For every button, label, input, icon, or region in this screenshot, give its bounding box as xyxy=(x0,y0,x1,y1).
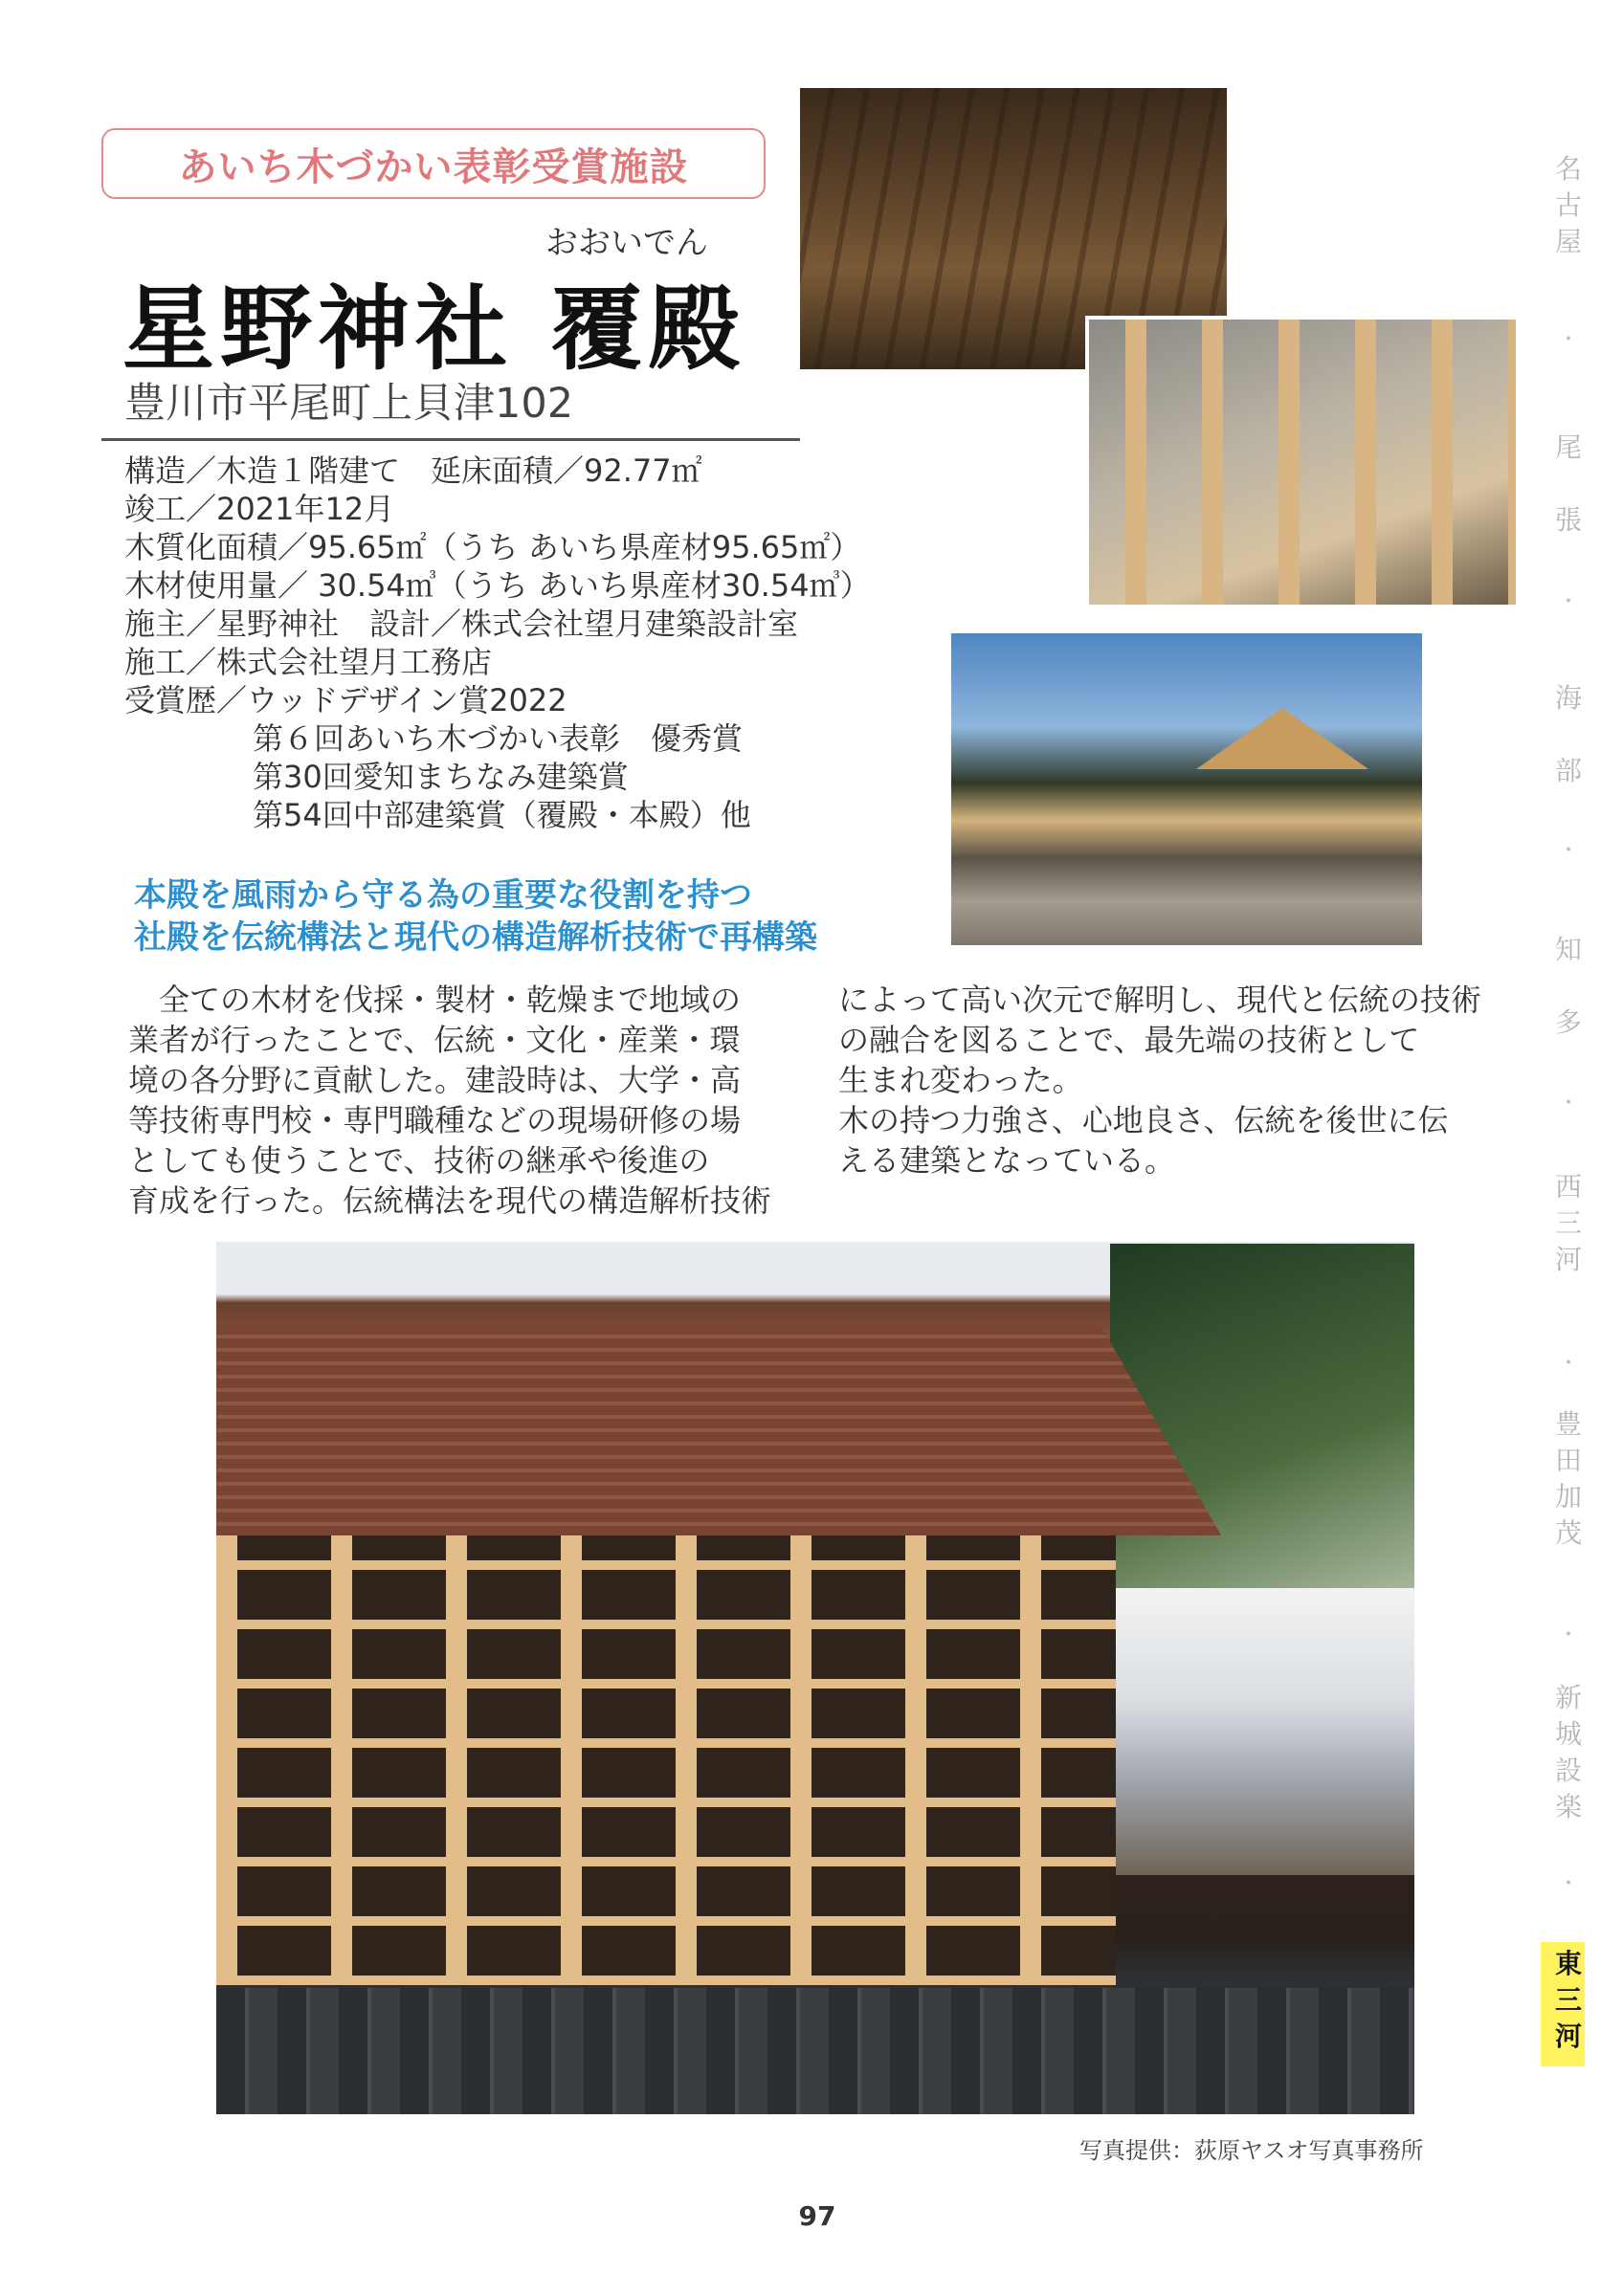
photo-shrine-exterior xyxy=(951,633,1422,945)
main-photo-roof xyxy=(216,1325,1221,1535)
title-ruby: おおいでん xyxy=(545,224,708,262)
nav-separator: ・ xyxy=(1557,328,1579,352)
lead-headline xyxy=(134,874,817,959)
nav-region-1[interactable]: 名 古 屋 xyxy=(1554,153,1582,257)
spec-list xyxy=(124,452,871,834)
body-line: としても使うことで、技術の継承や後進の xyxy=(128,1142,710,1179)
spec-owner-designer: 施主／星野神社 設計／株式会社望月建築設計室 xyxy=(124,606,799,642)
spec-wood-volume: 木材使用量／ 30.54㎥（うち あいち県産材30.54㎥） xyxy=(124,567,871,604)
nav-region-8[interactable]: 東 三 河 xyxy=(1554,1948,1582,2052)
nav-separator: ・ xyxy=(1557,839,1579,863)
address: 豊川市平尾町上貝津102 xyxy=(124,380,574,428)
nav-separator: ・ xyxy=(1557,590,1579,614)
body-line: の融合を図ることで、最先端の技術として xyxy=(838,1022,1420,1058)
spec-completion: 竣工／2021年12月 xyxy=(124,491,395,527)
photo-credit: 写真提供：荻原ヤスオ写真事務所 xyxy=(1079,2137,1424,2164)
nav-separator: ・ xyxy=(1557,1092,1579,1115)
award-label: あいち木づかい表彰受賞施設 xyxy=(101,128,766,199)
spec-structure: 構造／木造１階建て 延床面積／92.77㎡ xyxy=(124,453,702,489)
nav-region-3[interactable]: 海 部 xyxy=(1554,682,1582,786)
body-line: によって高い次元で解明し、現代と伝統の技術 xyxy=(838,982,1482,1018)
nav-separator: ・ xyxy=(1557,1352,1579,1376)
nav-separator: ・ xyxy=(1557,1872,1579,1896)
body-line: 木の持つ力強さ、心地良さ、伝統を後世に伝 xyxy=(838,1102,1449,1138)
nav-region-6[interactable]: 豊 田 加 茂 xyxy=(1554,1408,1582,1549)
body-line: 育成を行った。伝統構法を現代の構造解析技術 xyxy=(128,1182,772,1219)
nav-region-4[interactable]: 知 多 xyxy=(1554,934,1582,1038)
body-line: 業者が行ったことで、伝統・文化・産業・環 xyxy=(128,1022,741,1058)
spec-award-item: 第54回中部建築賞（覆殿・本殿）他 xyxy=(253,797,751,833)
shrine-roof-shape xyxy=(1196,708,1368,769)
body-text-left xyxy=(128,980,798,1221)
nav-separator: ・ xyxy=(1557,1623,1579,1647)
lead-line: 本殿を風雨から守る為の重要な役割を持つ xyxy=(134,876,752,915)
lead-line: 社殿を伝統構法と現代の構造解析技術で再構築 xyxy=(134,918,817,957)
title-divider xyxy=(101,438,800,441)
region-side-nav xyxy=(1543,0,1594,2296)
body-line: 全ての木材を伐採・製材・乾燥まで地域の xyxy=(128,982,742,1018)
spec-award-item: 第６回あいち木づかい表彰 優秀賞 xyxy=(253,720,744,757)
nav-region-2[interactable]: 尾 張 xyxy=(1554,431,1582,536)
photo-pillar-detail xyxy=(1085,316,1516,605)
spec-contractor: 施工／株式会社望月工務店 xyxy=(124,644,493,680)
page-number: 97 xyxy=(798,2200,836,2232)
body-line: える建築となっている。 xyxy=(838,1142,1176,1179)
nav-region-5[interactable]: 西 三 河 xyxy=(1554,1171,1582,1275)
main-photo-wall xyxy=(1110,1588,1414,1875)
page-title: 星野神社 覆殿 xyxy=(122,276,746,383)
main-photo-timber-frame xyxy=(216,1535,1116,1985)
body-line: 生まれ変わった。 xyxy=(838,1062,1083,1098)
body-line: 等技術専門校・専門職種などの現場研修の場 xyxy=(128,1102,742,1138)
main-photo-trees xyxy=(1110,1244,1414,1588)
spec-award-item: 第30回愛知まちなみ建築賞 xyxy=(253,759,629,795)
main-photo-roof-tiles xyxy=(216,1988,1414,2114)
body-line: 境の各分野に貢献した。建設時は、大学・高 xyxy=(128,1062,742,1098)
body-text-right xyxy=(838,980,1518,1181)
spec-wood-area: 木質化面積／95.65㎡（うち あいち県産材95.65㎡） xyxy=(124,529,861,565)
nav-region-7[interactable]: 新 城 設 楽 xyxy=(1554,1682,1582,1822)
spec-awards: 受賞歴／ウッドデザイン賞2022 xyxy=(124,682,567,718)
